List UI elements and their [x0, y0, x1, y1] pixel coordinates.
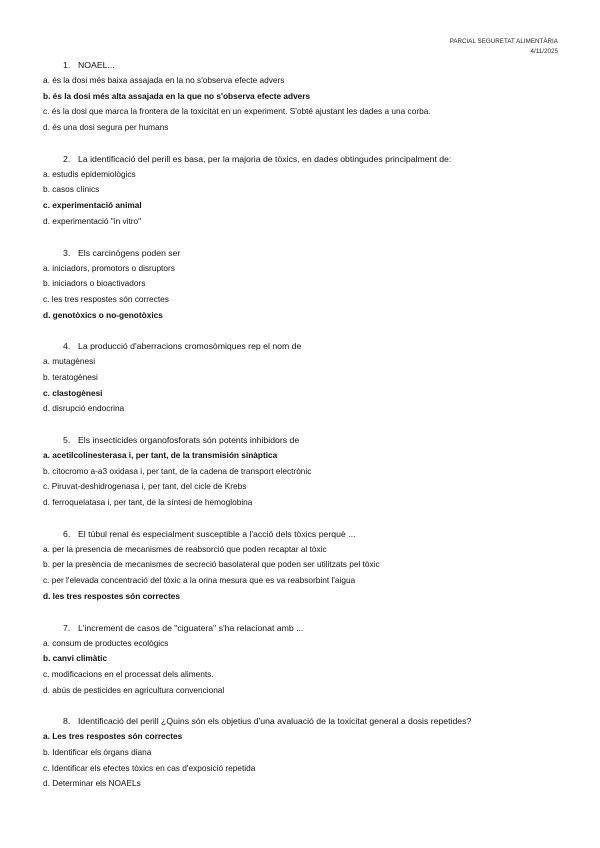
question-text: La identificació del perill es basa, per la majoria de tòxics, en dades obtingudes principalment de: [78, 153, 452, 164]
question-5 [43, 433, 563, 511]
question-number: 4. [63, 341, 71, 352]
question-title [43, 527, 563, 542]
question-text: Els insecticides organofosforats són potents inhibidors de [78, 435, 300, 445]
answer-option-d: d. disrupció endocrina [43, 403, 125, 414]
exam-title: PARCIAL SEGURETAT ALIMENTÀRIA [449, 38, 558, 45]
answer-option-b: b. citocromo a-a3 oxidasa i, per tant, de la cadena de transport electrònic [43, 465, 312, 476]
question-text: NOAEL... [78, 60, 115, 70]
page-header [450, 37, 558, 57]
question-text: L'increment de casos de "ciguatera" s'ha relacionat amb ... [78, 622, 304, 633]
answer-option-c: c. les tres respostes són correctes [43, 293, 169, 304]
answer-option-c: c. per l'elevada concentració del tòxic a la orina mesura que es va reabsorbint l'aigua [43, 575, 356, 586]
answer-option-a-correct: a. Les tres respostes són correctes [43, 731, 183, 742]
exam-date: 4/11/2025 [530, 48, 558, 55]
question-number: 7. [63, 622, 71, 633]
answer-option-d-correct: d. genotòxics o no-genotòxics [43, 309, 163, 320]
answer-option-c: c. Identificar els efectes tòxics en cas d'exposició repetida [43, 762, 256, 773]
answer-option-a: a. és la dosi més baixa assajada en la no s'observa efecte advers [43, 75, 285, 85]
question-6 [43, 527, 563, 605]
answer-option-c-correct: c. experimentació animal [43, 200, 142, 211]
question-text: El túbul renal és especialment susceptible a l'acció dels tòxics perquè ... [78, 528, 356, 539]
answer-option-c: c. Piruvat-deshidrogenasa i, per tant, del cicle de Krebs [43, 481, 247, 492]
answer-option-a: a. per la presencia de mecanismes de reabsorció que poden recaptar al tòxic [43, 543, 327, 554]
answer-option-c: c. modificacions en el processat dels aliments. [43, 668, 214, 679]
question-number: 2. [63, 153, 71, 164]
answer-option-b: b. teratogènesi [43, 371, 98, 382]
answer-option-b-correct: b. canvi climàtic [43, 653, 108, 664]
question-8 [43, 714, 563, 792]
question-number: 1. [63, 60, 71, 70]
answer-option-d: d. és una dosi segura per humans [43, 122, 169, 133]
question-number: 8. [63, 716, 71, 727]
answer-option-b-correct: b. és la dosi més alta assajada en la que no s'observa efecte advers [43, 90, 311, 101]
question-3 [43, 246, 563, 324]
question-4 [43, 339, 563, 417]
question-title [43, 714, 563, 729]
answer-option-d: d. ferroquelatasa i, per tant, de la síntesi de hemoglobina [43, 497, 253, 508]
answer-option-b: b. casos clínics [43, 184, 100, 195]
question-title [43, 433, 563, 448]
question-text: Els carcinògens poden ser [78, 247, 181, 258]
question-7 [43, 621, 563, 699]
answer-option-b: b. iniciadors o bioactivadors [43, 278, 146, 289]
answer-option-a: a. estudis epidemiològics [43, 168, 136, 179]
question-number: 3. [63, 247, 71, 258]
answer-option-d: d. Determinar els NOAELs [43, 778, 141, 789]
answer-option-d: d. experimentació "in vitro" [43, 215, 142, 226]
question-number: 5. [63, 435, 71, 445]
question-text: La producció d'aberracions cromosòmiques rep el nom de [78, 341, 302, 352]
answer-option-a: a. iniciadors, promotors o disruptors [43, 262, 175, 273]
answer-option-d-correct: d. les tres respostes són correctes [43, 590, 180, 601]
question-list [43, 58, 563, 808]
question-title [43, 152, 563, 167]
question-1 [43, 58, 563, 136]
question-title [43, 339, 563, 354]
question-2 [43, 152, 563, 230]
answer-option-a-correct: a. acetilcolinesterasa i, per tant, de la transmisión sinàptica [43, 450, 278, 460]
answer-option-b: b. Identificar els òrgans diana [43, 746, 152, 757]
answer-option-c: c. és la dosi que marca la frontera de la toxicitat en un experiment. S'obté ajustant les dades a una corba. [43, 106, 431, 117]
answer-option-c-correct: c. clastogènesi [43, 387, 103, 398]
answer-option-d: d. abús de pesticides en agricultura convencional [43, 684, 225, 695]
answer-option-a: a. mutagènesi [43, 356, 96, 367]
question-text: Identificació del perill ¿Quins són els objetius d'una avaluació de la toxicitat general a dosis repetides? [78, 716, 472, 727]
question-number: 6. [63, 528, 71, 539]
question-title [43, 621, 563, 636]
question-title [43, 58, 563, 73]
answer-option-b: b. per la presència de mecanismes de secreció basolateral que poden ser utilitzats pel tòxic [43, 559, 380, 570]
question-title [43, 246, 563, 261]
answer-option-a: a. consum de productes ecològics [43, 637, 169, 648]
